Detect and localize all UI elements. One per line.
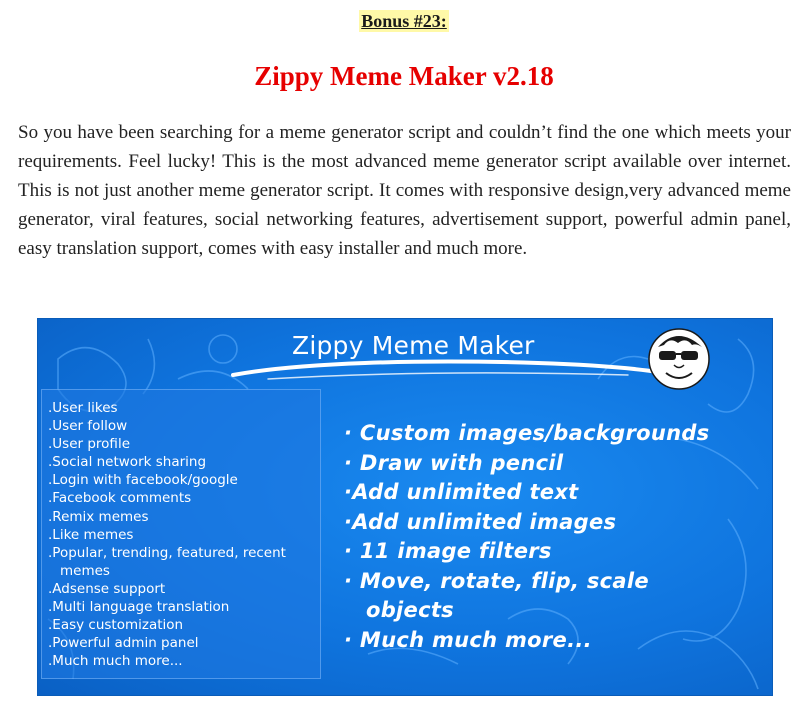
- list-item: .User profile: [48, 436, 130, 453]
- bonus-label: Bonus #23:: [361, 11, 447, 31]
- product-title: Zippy Meme Maker v2.18: [254, 61, 554, 91]
- list-item: .Powerful admin panel: [48, 635, 199, 652]
- list-item: .Multi language translation: [48, 599, 230, 616]
- list-item: ·Add unlimited images: [344, 509, 617, 534]
- bonus-heading-wrap: [0, 10, 808, 32]
- list-item: .User likes: [48, 400, 118, 416]
- list-item: .Easy customization: [48, 617, 184, 634]
- right-feature-list: [344, 419, 769, 655]
- list-item-continuation: memes: [60, 562, 110, 579]
- list-item: ·Add unlimited text: [344, 480, 579, 504]
- list-item: .Much much more...: [48, 653, 183, 670]
- list-item-continuation: objects: [366, 598, 454, 622]
- list-item: · Draw with pencil: [344, 450, 564, 475]
- list-item: .Adsense support: [48, 580, 166, 597]
- list-item: · 11 image filters: [344, 539, 552, 563]
- left-feature-list: [48, 399, 320, 670]
- list-item: [344, 567, 769, 626]
- banner-title: Zippy Meme Maker: [292, 331, 535, 360]
- list-item: [48, 544, 320, 580]
- product-description: So you have been searching for a meme generator script and couldn’t find the one which meets your requirements. Feel lucky! This is the most advanced meme generator script available over internet. This is not just another meme generator script. It comes with responsive design,very advanced meme generator, viral features, social networking features, advertisement support, powerful admin panel, easy translation support, comes with easy installer and much more.: [18, 122, 791, 259]
- list-item: · Custom images/backgrounds: [344, 421, 710, 445]
- list-item: .Like memes: [48, 526, 134, 543]
- list-item: .Login with facebook/google: [48, 472, 238, 489]
- list-item-line: · Move, rotate, flip, scale: [344, 568, 649, 593]
- list-item: · Much much more...: [344, 627, 592, 652]
- list-item: .Facebook comments: [48, 490, 192, 507]
- list-item-line: .Popular, trending, featured, recent: [48, 544, 286, 561]
- list-item: .Remix memes: [48, 508, 149, 525]
- list-item: .Social network sharing: [48, 454, 207, 471]
- list-item: .User follow: [48, 418, 128, 435]
- product-banner-image: [37, 318, 773, 696]
- meme-face-icon: [644, 323, 714, 393]
